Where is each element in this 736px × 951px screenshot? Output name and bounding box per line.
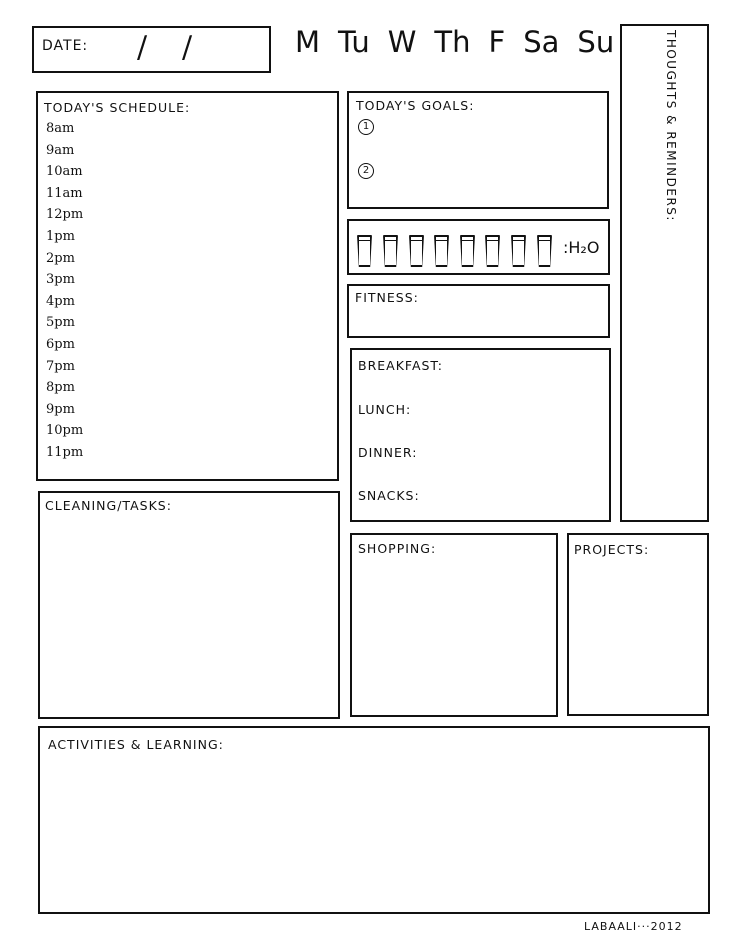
water-cup-2-icon[interactable]: [383, 235, 398, 267]
day-tuesday[interactable]: Tu: [338, 25, 370, 59]
hour-2pm: 2pm: [46, 250, 75, 266]
lunch-label: LUNCH:: [358, 402, 412, 417]
date-box[interactable]: [32, 26, 271, 73]
weekday-row: [295, 25, 615, 59]
fitness-box[interactable]: [347, 284, 610, 338]
hour-5pm: 5pm: [46, 315, 75, 331]
breakfast-label: BREAKFAST:: [358, 358, 443, 373]
snacks-label: SNACKS:: [358, 488, 420, 503]
hour-11pm: 11pm: [46, 444, 84, 460]
water-cup-1-icon[interactable]: [357, 235, 372, 267]
hour-8am: 8am: [46, 121, 75, 136]
goal-1-number: 1: [358, 119, 374, 135]
shopping-title: SHOPPING:: [358, 541, 437, 556]
cleaning-tasks-title: CLEANING/TASKS:: [45, 498, 172, 513]
water-h2o-label: :H₂O: [563, 238, 600, 257]
day-saturday[interactable]: Sa: [523, 25, 560, 59]
water-cup-7-icon[interactable]: [511, 235, 526, 267]
water-cup-6-icon[interactable]: [485, 235, 500, 267]
hour-1pm: 1pm: [46, 228, 75, 244]
date-label: DATE:: [42, 38, 89, 54]
thoughts-reminders-title: THOUGHTS & REMINDERS:: [664, 30, 678, 222]
projects-box[interactable]: [567, 533, 709, 716]
goal-2-number: 2: [358, 163, 374, 179]
water-cup-5-icon[interactable]: [460, 235, 475, 267]
hour-10am: 10am: [46, 164, 83, 180]
goals-title: TODAY'S GOALS:: [356, 98, 475, 113]
water-cup-8-icon[interactable]: [537, 235, 552, 267]
author-credit: LABAALI···2012: [584, 920, 683, 933]
fitness-title: FITNESS:: [355, 290, 419, 305]
shopping-box[interactable]: [350, 533, 558, 717]
projects-title: PROJECTS:: [574, 542, 650, 557]
hour-9am: 9am: [46, 142, 75, 158]
hour-12pm: 12pm: [46, 207, 84, 223]
date-slash-2: /: [182, 30, 193, 65]
date-slash-1: /: [137, 30, 148, 65]
hour-7pm: 7pm: [46, 358, 75, 374]
cleaning-tasks-box[interactable]: [38, 491, 340, 719]
hour-4pm: 4pm: [46, 293, 75, 309]
schedule-hours-list: [46, 121, 83, 467]
day-monday[interactable]: M: [295, 25, 321, 59]
hour-9pm: 9pm: [46, 401, 75, 417]
dinner-label: DINNER:: [358, 445, 418, 460]
goals-box[interactable]: [347, 91, 609, 209]
day-thursday[interactable]: Th: [434, 25, 471, 59]
water-cup-4-icon[interactable]: [434, 235, 449, 267]
hour-3pm: 3pm: [46, 272, 75, 288]
activities-learning-box[interactable]: [38, 726, 710, 914]
hour-10pm: 10pm: [46, 423, 84, 439]
day-sunday[interactable]: Su: [577, 25, 615, 59]
meals-box[interactable]: [350, 348, 611, 522]
hour-11am: 11am: [46, 185, 83, 201]
water-cup-3-icon[interactable]: [409, 235, 424, 267]
day-wednesday[interactable]: W: [387, 25, 417, 59]
hour-8pm: 8pm: [46, 380, 75, 396]
activities-learning-title: ACTIVITIES & LEARNING:: [48, 737, 224, 752]
day-friday[interactable]: F: [488, 25, 506, 59]
hour-6pm: 6pm: [46, 336, 75, 352]
schedule-title: TODAY'S SCHEDULE:: [44, 100, 191, 115]
